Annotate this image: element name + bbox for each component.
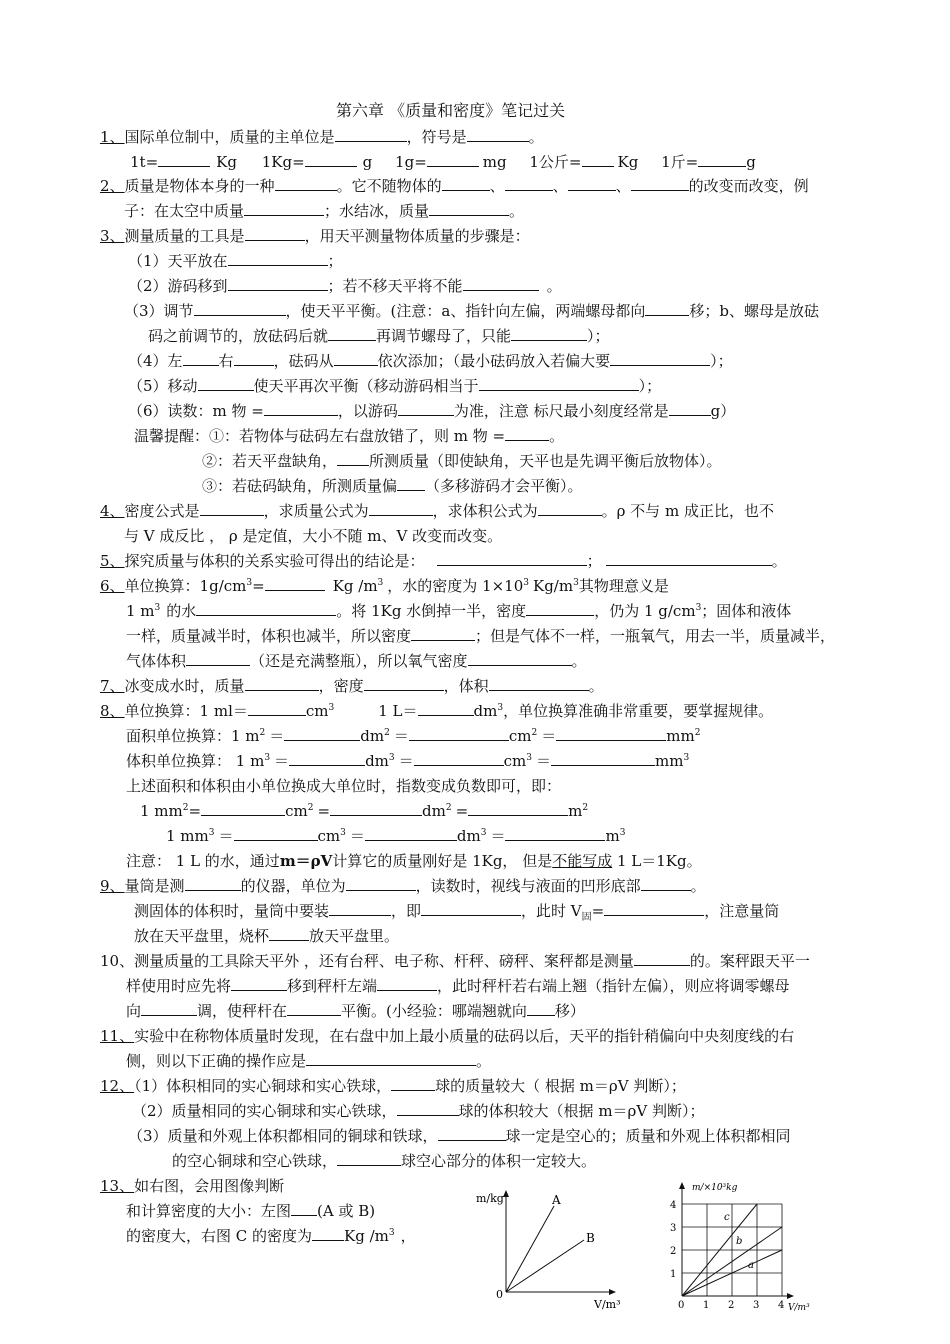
blank[interactable] — [200, 500, 264, 516]
line-c-label: c — [724, 1212, 730, 1223]
blank[interactable] — [158, 151, 210, 167]
question-3-tip2: ②：若天平盘缺角， 所测质量（即使缺角，天平也是先调平衡后放物体）。 — [202, 452, 722, 470]
blank[interactable] — [397, 1100, 459, 1116]
page-title: 第六章 《质量和密度》笔记过关 — [336, 101, 566, 120]
line-a-label: a — [748, 1260, 754, 1271]
question-3-step4: （4）左 右 ，砝码从 依次添加；（最小砝码放入若偏大要 ）； — [128, 352, 733, 370]
blank[interactable] — [335, 126, 407, 142]
blank[interactable] — [330, 800, 422, 816]
blank[interactable] — [489, 675, 589, 691]
blank[interactable] — [269, 925, 309, 941]
blank[interactable] — [337, 450, 369, 466]
blank[interactable] — [201, 800, 285, 816]
question-6-line3: 一样，质量减半时，体积也减半，所以密度 ；但是气体不一样，一瓶氧气，用去一半，质量减半， — [126, 627, 836, 645]
question-6-line2: 1 $m^3$ 的水 。将 1Kg 水倒掉一半，密度 ，仍为 1 $g/cm^3$；固体和液体 — [126, 602, 792, 620]
blank[interactable] — [329, 900, 391, 916]
question-6: 6、单位换算：$1g/cm^3= Kg$ $/m^3$ ，水的密度为 $1\times 10^3$ $Kg/m^3$其物理意义是 — [100, 577, 669, 595]
blank[interactable] — [234, 825, 318, 841]
blank[interactable] — [245, 675, 319, 691]
blank[interactable] — [377, 975, 437, 991]
blank[interactable] — [556, 725, 666, 741]
line-b-label: B — [586, 1231, 595, 1245]
blank[interactable] — [604, 900, 704, 916]
blank[interactable] — [228, 250, 328, 266]
blank[interactable] — [234, 350, 274, 366]
blank[interactable] — [306, 1050, 476, 1066]
blank[interactable] — [511, 325, 587, 341]
mm2-conversion: 1 $mm^2= cm^2 = dm^2 = m^2$ — [140, 802, 589, 820]
blank[interactable] — [244, 200, 324, 216]
blank[interactable] — [194, 300, 286, 316]
line-a — [506, 1206, 554, 1292]
question-11-line2: 侧，则以下正确的操作应是 。 — [126, 1052, 492, 1070]
blank[interactable] — [538, 500, 602, 516]
question-2: 2、质量是物体本身的一种 。它不随物体的 、 、 、 的改变而改变，例 — [100, 177, 809, 195]
question-7: 7、冰变成水时，质量 ，密度 ，体积 。 — [100, 677, 604, 695]
blank[interactable] — [442, 175, 490, 191]
blank[interactable] — [185, 875, 241, 891]
blank[interactable] — [526, 600, 594, 616]
blank[interactable] — [467, 126, 529, 142]
x-axis-arrow — [609, 1289, 616, 1295]
line-b — [506, 1240, 584, 1292]
blank[interactable] — [245, 225, 305, 241]
blank[interactable] — [505, 825, 605, 841]
blank[interactable] — [409, 725, 509, 741]
blank[interactable] — [468, 650, 572, 666]
question-8: 8、单位换算：1 $ml= cm^3$ 1 $L= dm^3$，单位换算准确非常重要，要掌握规律。 — [100, 702, 774, 720]
origin-label: 0 — [496, 1288, 503, 1301]
question-12-part3: （3）质量和外观上体积都相同的铜球和铁球， 球一定是空心的；质量和外观上体积都相同 — [128, 1127, 791, 1145]
blank[interactable] — [631, 175, 689, 191]
y-tick-1: 1 — [670, 1269, 677, 1280]
blank[interactable] — [369, 500, 433, 516]
question-1: 1、国际单位制中，质量的主单位是 ，符号是 。 — [100, 128, 544, 146]
blank[interactable] — [421, 900, 521, 916]
blank[interactable] — [248, 700, 306, 716]
blank[interactable] — [346, 875, 416, 891]
line-b-label: b — [736, 1236, 743, 1247]
blank[interactable] — [527, 1000, 555, 1016]
blank[interactable] — [365, 825, 457, 841]
question-3-step3: （3）调节 ，使天平平衡。(注意：a、指针向左偏，两端螺母都向 移；b、螺母是放砝 — [124, 302, 819, 320]
blank[interactable] — [264, 400, 338, 416]
blank[interactable] — [669, 400, 711, 416]
question-3-tip3: ③：若砝码缺角，所测质量偏 （多移游码才会平衡）。 — [202, 477, 583, 495]
blank[interactable] — [334, 350, 378, 366]
blank[interactable] — [429, 200, 509, 216]
question-10-line2: 样使用时应先将 移到秤杆左端 ，此时秤杆若右端上翘（指针左偏），则应将调零螺母 — [126, 977, 790, 995]
question-13-line2: 和计算密度的大小：左图 (A 或 B) — [126, 1202, 376, 1220]
question-4-line2: 与 V 成反比 ， ρ 是定值，大小不随 m、V 改变而改变。 — [124, 527, 503, 545]
y-tick-3: 3 — [670, 1223, 677, 1234]
blank[interactable] — [328, 325, 376, 341]
blank[interactable] — [411, 625, 475, 641]
mass-volume-graph-left — [462, 1186, 642, 1316]
question-13-line3: 的密度大，右图 C 的密度为 Kg $/m^3$ ， — [126, 1227, 416, 1245]
blank[interactable] — [312, 1225, 344, 1241]
question-4: 4、密度公式是 ，求质量公式为 ，求体积公式为 。ρ 不与 m 成正比，也不 — [100, 502, 774, 520]
question-12-part3-cont: 的空心铜球和空心铁球， 球空心部分的体积一定较大。 — [172, 1152, 597, 1170]
question-12: 12、（1）体积相同的实心铜球和实心铁球， 球的质量较大（ 根据 m＝ρV 判断）； — [100, 1077, 686, 1095]
conversion-note: 上述面积和体积由小单位换成大单位时，指数变成负数即可，即： — [126, 777, 562, 795]
question-9-line3: 放在天平盘里，烧杯 放天平盘里。 — [134, 927, 400, 945]
blank[interactable] — [427, 151, 479, 167]
question-1-conversions: 1t= Kg 1Kg= g 1g= mg 1公斤= Kg 1斤= g — [130, 153, 756, 171]
blank[interactable] — [479, 375, 639, 391]
x-tick-3: 3 — [753, 1300, 760, 1311]
blank[interactable] — [228, 275, 328, 291]
mass-volume-graph-right — [664, 1180, 824, 1320]
question-3-step3-cont: 码之前调节的，放砝码后就 再调节螺母了，只能 ）； — [148, 327, 610, 345]
blank[interactable] — [641, 875, 691, 891]
blank[interactable] — [606, 550, 772, 566]
x-tick-0: 0 — [678, 1300, 685, 1311]
x-axis-arrow — [787, 1293, 794, 1299]
question-6-line4: 气体体积 （还是充满整瓶），所以氧气密度 。 — [126, 652, 587, 670]
blank[interactable] — [505, 425, 549, 441]
blank[interactable] — [468, 800, 568, 816]
blank[interactable] — [337, 1150, 401, 1166]
volume-conversion: 体积单位换算： 1 $m^3 = dm^3 = cm^3 = mm^3$ — [126, 752, 690, 770]
question-9: 9、量筒是测 的仪器，单位为 ，读数时，视线与液面的凹形底部 。 — [100, 877, 706, 895]
x-tick-4: 4 — [778, 1300, 785, 1311]
blank[interactable] — [418, 700, 474, 716]
line-a-label: A — [552, 1193, 561, 1207]
blank[interactable] — [186, 650, 250, 666]
question-3-tip1: 温馨提醒：①：若物体与砝码左右盘放错了，则 m 物 = 。 — [134, 427, 565, 445]
y-axis-label: m/kg — [476, 1192, 504, 1205]
blank[interactable] — [438, 1125, 506, 1141]
question-3: 3、测量质量的工具是 ，用天平测量物体质量的步骤是： — [100, 227, 530, 245]
blank[interactable] — [463, 275, 539, 291]
y-tick-4: 4 — [670, 1200, 677, 1211]
question-13: 13、如右图，会用图像判断 — [100, 1177, 285, 1195]
question-10-line3: 向 调，使秤杆在 平衡。(小经验：哪端翘就向 移） — [126, 1002, 585, 1020]
question-3-step2: （2）游码移到 ；若不移天平将不能 。 — [128, 277, 562, 295]
question-3-step5: （5）移动 使天平再次平衡（移动游码相当于 ）； — [128, 377, 662, 395]
question-9-line2: 测固体的体积时，量筒中要装 ，即 ，此时 $V_固=$ ，注意量筒 — [134, 902, 780, 923]
question-2-line2: 子：在太空中质量 ；水结冰，质量 。 — [124, 202, 525, 220]
area-conversion: 面积单位换算：1 $m^2 = dm^2 = cm^2 = mm^2$ — [126, 727, 701, 745]
question-10: 10、测量质量的工具除天平外 ，还有台秤、电子称、杆秤、磅秤、案秤都是测量 的。案秤跟天平一 — [100, 952, 810, 970]
note-1L-water: 注意： 1 L 的水，通过m＝ρV计算它的质量刚好是 1Kg， 但是不能写成 1 L＝1Kg。 — [126, 852, 702, 870]
x-tick-1: 1 — [703, 1300, 710, 1311]
blank[interactable] — [284, 725, 360, 741]
blank[interactable] — [551, 750, 655, 766]
blank[interactable] — [437, 550, 587, 566]
x-axis-label: V/m³ — [788, 1303, 810, 1313]
blank[interactable] — [398, 400, 454, 416]
blank[interactable] — [265, 575, 325, 591]
blank[interactable] — [198, 375, 254, 391]
blank[interactable] — [582, 151, 614, 167]
blank[interactable] — [305, 151, 357, 167]
question-3-step1: （1）天平放在 ； — [128, 252, 343, 270]
y-tick-2: 2 — [670, 1246, 677, 1257]
x-tick-2: 2 — [728, 1300, 735, 1311]
blank[interactable] — [634, 950, 690, 966]
blank[interactable] — [414, 750, 504, 766]
question-5: 5、探究质量与体积的关系实验可得出的结论是： ； 。 — [100, 552, 787, 570]
blank[interactable] — [397, 475, 425, 491]
y-axis-arrow — [679, 1182, 685, 1189]
x-axis-label: V/m³ — [594, 1298, 621, 1311]
blank[interactable] — [364, 675, 444, 691]
blank[interactable] — [275, 175, 337, 191]
mm3-conversion: 1 $mm^3 = cm^3 = dm^3 = m^3$ — [166, 827, 626, 845]
blank[interactable] — [183, 350, 219, 366]
blank[interactable] — [505, 175, 553, 191]
blank[interactable] — [196, 600, 336, 616]
blank[interactable] — [231, 975, 287, 991]
question-number: 1、 — [100, 128, 125, 146]
question-3-step6: （6）读数：m 物 = ，以游码 为准，注意 标尺最小刻度经常是 g） — [128, 402, 736, 420]
blank[interactable] — [289, 750, 365, 766]
y-axis-arrow — [503, 1190, 509, 1197]
blank[interactable] — [645, 300, 689, 316]
blank[interactable] — [698, 151, 746, 167]
y-axis-label: m/×10³kg — [692, 1183, 738, 1193]
blank[interactable] — [568, 175, 616, 191]
blank[interactable] — [141, 1000, 197, 1016]
question-11: 11、实验中在称物体质量时发现，在右盘中加上最小质量的砝码以后，天平的指针稍偏向中央刻度线的右 — [100, 1027, 795, 1045]
blank[interactable] — [391, 1075, 435, 1091]
blank[interactable] — [610, 350, 710, 366]
question-12-part2: （2）质量相同的实心铜球和实心铁球， 球的体积较大（根据 m＝ρV 判断）； — [132, 1102, 705, 1120]
blank[interactable] — [287, 1000, 341, 1016]
blank[interactable] — [291, 1200, 317, 1216]
